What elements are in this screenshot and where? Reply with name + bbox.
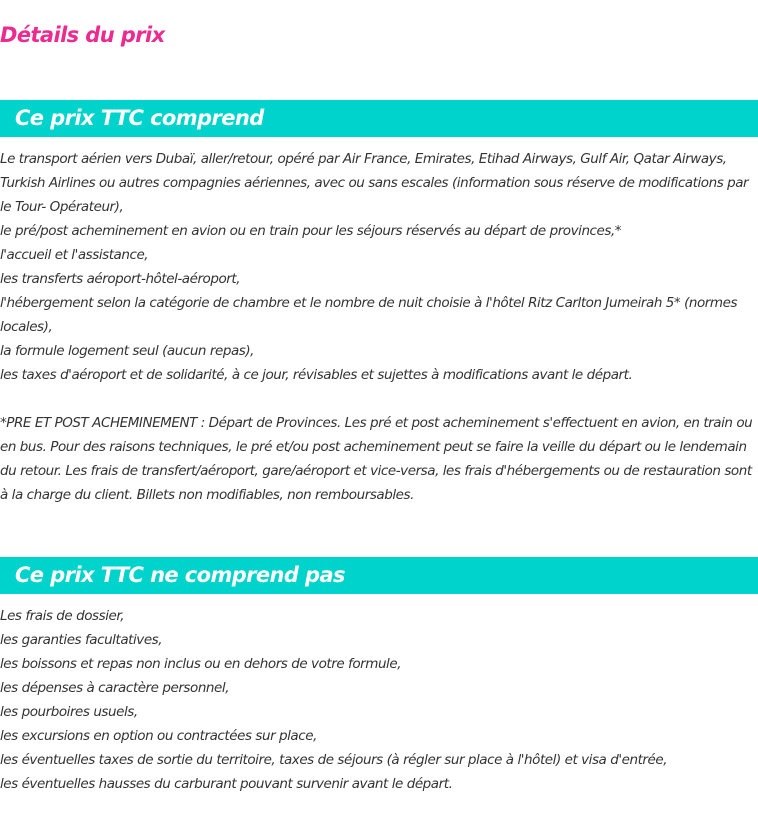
list-item: l'accueil et l'assistance,: [0, 247, 149, 263]
list-item: Le transport aérien vers Dubaï, aller/retour, opéré par Air France, Emirates, Etihad Airways, Gulf Air, Qatar Airways, Turkish Airlines ou autres compagnies aériennes, avec ou sans escales (information sous réserve de modifications par le Tour- Opérateur),: [0, 151, 749, 215]
list-item: les éventuelles taxes de sortie du territoire, taxes de séjours (à régler sur place à l'hôtel) et visa d'entrée,: [0, 752, 668, 768]
list-item: les taxes d'aéroport et de solidarité, à ce jour, révisables et sujettes à modifications avant le départ.: [0, 367, 633, 383]
list-item: les pourboires usuels,: [0, 704, 138, 720]
section-header-not-included: Ce prix TTC ne comprend pas: [0, 557, 758, 594]
pre-post-acheminement-note: *PRE ET POST ACHEMINEMENT : Départ de Provinces. Les pré et post acheminement s'effectuent en avion, en train ou en bus. Pour des raisons techniques, le pré et/ou post acheminement peut se faire la veille du départ ou le lendemain du retour. Les frais de transfert/aéroport, gare/aéroport et vice-versa, les frais d'hébergements ou de restauration sont à la charge du client. Billets non modifiables, non remboursables.: [0, 415, 753, 503]
list-item: les garanties facultatives,: [0, 632, 163, 648]
not-included-list: [0, 604, 758, 796]
page-title: Détails du prix: [0, 23, 165, 47]
list-item: les éventuelles hausses du carburant pouvant survenir avant le départ.: [0, 776, 453, 792]
list-item: les dépenses à caractère personnel,: [0, 680, 230, 696]
list-item: les transferts aéroport-hôtel-aéroport,: [0, 271, 241, 287]
list-item: le pré/post acheminement en avion ou en train pour les séjours réservés au départ de provinces,*: [0, 223, 622, 239]
section-header-included: Ce prix TTC comprend: [0, 100, 758, 137]
included-list: [0, 147, 758, 387]
list-item: les excursions en option ou contractées sur place,: [0, 728, 317, 744]
list-item: les boissons et repas non inclus ou en dehors de votre formule,: [0, 656, 402, 672]
list-item: Les frais de dossier,: [0, 608, 125, 624]
list-item: la formule logement seul (aucun repas),: [0, 343, 255, 359]
list-item: l'hébergement selon la catégorie de chambre et le nombre de nuit choisie à l'hôtel Ritz Carlton Jumeirah 5* (normes locales),: [0, 295, 738, 335]
